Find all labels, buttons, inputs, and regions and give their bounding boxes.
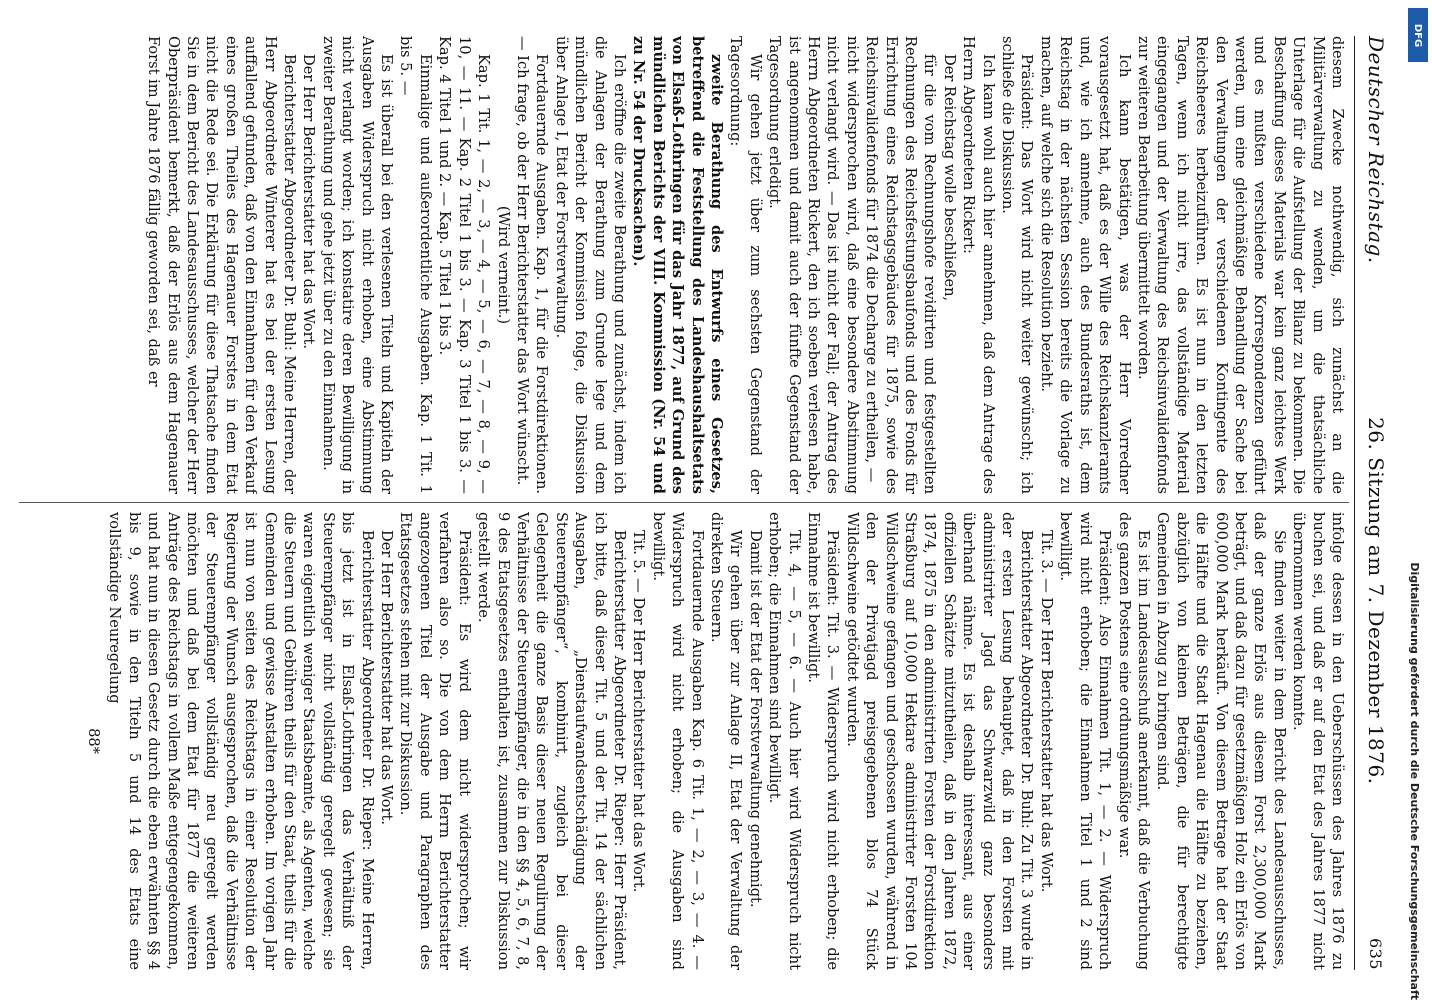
paragraph: Fortdauernde Ausgaben Kap. 6 Tit. 1, — 2, — 3, — 4. — Widerspruch wird nicht erhoben; die Ausgaben sind bewilligt. [649,512,706,970]
paragraph: Ich eröffne die zweite Berathung und zunächst, indem ich die Anlagen der Berathung zum Grunde lege und dem mündlichen Bericht der Kommission folge, die Diskussion über Anlage I, Etat der Forstverwaltung. [552,36,628,494]
paragraph: Fortdauernde Ausgaben. Kap. 1, für die Forstdirektionen. — Ich frage, ob der Herr Berichterstatter das Wort wünscht. [513,36,551,494]
paragraph: Berichterstatter Abgeordneter Dr. Rieper: Herr Präsident, ich bitte, daß dieser Tit. 5 und der Tit. 14 der sächlichen Ausgaben, „Dienstaufwandsentschädigung der Steuerempfänger“, kombinirt, zugleich bei dieser Gelegenheit die ganze Basis dieser neuen Regulirung der Verhältnisse der Steuerempfänger, die in den §§ 4, 5, 6, 7, 8, 9 des Etatsgesetzes enthalten ist, zusammen zur Diskussion gestellt werde. [475,512,628,970]
paragraph-centered: (Wird verneint.) [494,205,512,325]
paragraph: Präsident: Also Einnahmen Tit. 1, — 2. — Widerspruch wird nicht erhoben; die Einnahmen Titel 1 und 2 sind bewilligt. [1057,512,1114,970]
paragraph: Sie finden weiter in dem Bericht des Landesausschusses, daß der ganze Erlös aus diesem Forst 2,300,000 Mark beträgt, und daß dazu für gesetzmäßigen Holz ein Erlös von 600,000 Mark herkäuft. Von diesem Betrage hat der Staat die Hälfte und die Stadt Hagenau die Hälfte zu beziehen, abzüglich von kleinen Beträgen, die für berechtigte Gemeinden in Abzug zu bringen sind. [1154,512,1288,970]
column-divider [19,502,1349,503]
paragraph: Präsident: Es wird dem nicht widersprochen; wir verfahren also so. Die von dem Herrn Berichterstatter angezogenen Titel der Ausgabe und Paragraphen des Etatsgesetzes stehen mit zur Diskussion. [397,512,473,970]
paragraph: Es ist überall bei den verlesenen Titeln und Kapiteln der Ausgaben Widerspruch nicht erhoben, eine Abstimmung nicht verlangt worden; ich konstatire deren Bewilligung in zweiter Berathung und gehe jetzt über zu den Einnahmen. [319,36,396,494]
paragraph: Wir gehen jetzt über zum sechsten Gegenstand der Tagesordnung: [727,36,764,494]
paragraph: Kap. 1 Tit. 1, — 2, — 3, — 4, — 5, — 6, — 7, — 8, — 9, — 10, — 11. — Kap. 2 Titel 1 bis 3. — Kap. 3 Titel 1 bis 3. — Kap. 4 Titel 1 und 2. — Kap. 5 Titel 1 bis 3. [436,36,493,494]
page-header [1357,36,1395,970]
page-number: 635 [1366,937,1386,970]
rotated-document-page [15,28,1395,978]
paragraph: Einmalige und außerordentliche Ausgaben. Kap. 1 Tit. 1 bis 5. — [397,36,434,494]
right-column [17,512,1347,970]
paragraph: Wir gehen über zur Anlage II, Etat der Verwaltung der direkten Steuern. [708,512,745,970]
paragraph: Berichterstatter Abgeordneter Dr. Rieper: Meine Herren, bis jetzt ist in Elsaß-Lothringen das Verhältniß der Steuerempfänger nicht vollständig geregelt gewesen; sie waren eigentlich weniger Staatsbeamte, als Agenten, welche die Steuern und Gebühren theils für den Staat, theils für die Gemeinden und gewisse Anstalten erhoben. Im vorigen Jahr ist nun von seiten des Reichstags in einer Resolution der Regierung der Wunsch ausgesprochen, daß die Verhältnisse der Steuerempfänger vollständig neu geregelt werden möchten und daß bei dem Etat für 1877 die weiteren Anträge des Reichstags in vollem Maße entgegengekommen, und hat nun in diesen Gesetz durch die eben erwähnten §§ 4 bis 9, sowie in den Titeln 5 und 14 des Etats eine vollständige Neuregelung [106,512,376,970]
signature-marker: 88* [85,728,102,754]
paragraph: Der Herr Berichterstatter hat das Wort. [378,530,396,826]
paragraph: Tit. 3. — Der Herr Berichterstatter hat das Wort. [1037,530,1055,893]
paragraph: Tit. 4, — 5, — 6. — Auch hier wird Widerspruch nicht erhoben; die Einnahmen sind bewilligt. [766,512,803,970]
paragraph: Der Herr Berichterstatter hat das Wort. [300,54,318,350]
paragraph-bold-title: zweite Berathung des Entwurfs eines Gesetzes, betreffend die Feststellung des Landeshaushaltsetats von Elsaß-Lothringen für das Jahr 1877, auf Grund des mündlichen Berichts der VIII. Kommission (Nr. 54 und zu Nr. 54 der Drucksachen). [630,36,725,494]
paragraph: Tit. 5. — Der Herr Berichterstatter hat das Wort. [630,530,648,893]
paragraph: Ich kann wohl auch hier annehmen, daß dem Antrage des Herrn Abgeordneten Rickert: [960,36,997,494]
digitization-credit-text: Digitalisierung gefördert durch die Deutsche Forschungsgemeinschaft [1408,562,1422,1000]
paragraph: diesem Zwecke nothwendig, sich zunächst an die Militärverwaltung zu wenden, um die thatsächliche Unterlage für die Aufstellung der Bilanz zu bekommen. Die Beschaffung dieses Materials war kein ganz leichtes Werk und es mußten verschiedene Korrespondenzen geführt werden, um eine gleichmäßige Behandlung der Sache bei den Verwaltungen der verschiedenen Kontingente des Reichsheeres herbeizuführen. Es ist nun in den letzten Tagen, wenn ich nicht irre, das vollständige Material eingegangen und der Verwaltung des Reichsinvalidenfonds zur weiteren Bearbeitung übermittelt worden. [1134,36,1346,494]
paragraph: Damit ist der Etat der Forstverwaltung genehmigt. [746,530,764,908]
paragraph: Präsident: Tit. 3. — Widerspruch wird nicht erhoben; die Einnahme ist bewilligt. [805,512,842,970]
paragraph: Berichterstatter Abgeordneter Dr. Buhl: Zu Tit. 3 wurde in der ersten Lesung behauptet, daß in den Forsten mit administrirter Jagd das Schwarzwild ganz besonders überhand nähme. Es ist deshalb interessant, aus einer offiziellen Schätzte mitzutheilen, daß in den Jahren 1872, 1874, 1875 in den administrirten Forsten der Forstdirektion Straßburg auf 10,000 Hektare administrirter Forsten 104 Wildschweine gefangen und geschossen wurden, während in den der Privatjagd preisgegebenen blos 74 Stück Wildschweine getödtet wurden. [843,512,1036,970]
paragraph: infolge dessen in den Ueberschüssen des Jahres 1876 zu buchen sei, und daß er auf den Etat des Jahres 1877 nicht übernommen werden konnte. [1290,512,1346,970]
header-session-date: 26. Sitzung am 7. Dezember 1876. [1364,417,1388,785]
paragraph: Es ist im Landesausschuß anerkannt, daß die Verbuchung des ganzen Postens eine ordnungsmäßige war. [1115,512,1152,970]
paragraph: Präsident: Das Wort wird nicht weiter gewünscht; ich schließe die Diskussion. [999,36,1036,494]
header-publication: Deutscher Reichstag. [1364,36,1388,264]
paragraph: Der Reichstag wolle beschließen, [940,54,958,302]
header-rule [1354,36,1355,970]
paragraph: Ich kann bestätigen, was der Herr Vorredner vorausgesetzt hat, daß es der Wille des Reichskanzleramts und, wie ich annehme, auch des Bundesraths ist, dem Reichstag in der nächsten Session bereits die Vorlage zu machen, auf welche sich die Resolution bezieht. [1037,36,1133,494]
left-column [17,36,1347,494]
paragraph: nicht widersprochen wird, daß eine besondere Abstimmung nicht verlangt wird. — Das ist nicht der Fall; der Antrag des Herrn Abgeordneten Rickert, den ich soeben verlesen habe, ist angenommen und damit auch der fünfte Gegenstand der Tagesordnung erledigt. [766,36,861,494]
paragraph: Berichterstatter Abgeordneter Dr. Buhl: Meine Herren, der Herr Abgeordnete Winterer hat es bei der ersten Lesung auffallend gefunden, daß von den Einnahmen für den Verkauf eines großen Theiles des Hagenauer Forstes in dem Etat nicht die Rede sei. Die Erklärung für diese Thatsache finden Sie in dem Bericht des Landesausschusses, welcher der Herr Oberpräsident bemerkt, daß der Erlös aus dem Hagenauer Forst im Jahre 1876 fällig geworden sei, daß er [145,36,299,494]
paragraph: für die vom Rechnungshofe revidirten und festgestellten Rechnungen des Reichsfestungsbaufonds und des Fonds für Errichtung eines Reichstagsgebäudes für 1875, sowie des Reichsinvalidenfonds für 1874 die Decharge zu ertheilen, — [863,36,939,494]
digitization-credit [1402,40,1430,1000]
dfg-logo: DFG [1408,8,1428,62]
